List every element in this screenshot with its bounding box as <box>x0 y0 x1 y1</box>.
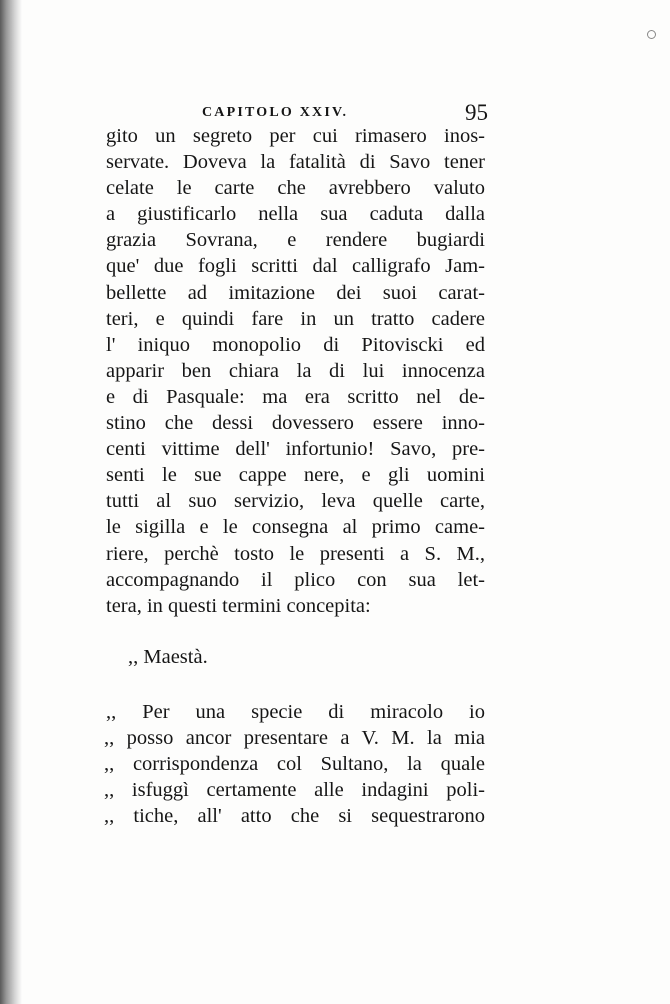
text-line: teri, e quindi fare in un tratto cadere <box>106 307 485 330</box>
text-line: bellette ad imitazione dei suoi carat- <box>106 281 485 304</box>
page-number: 95 <box>465 100 488 125</box>
text-line: accompagnando il plico con sua let- <box>106 568 485 591</box>
letter-line: ,, tiche, all' atto che si sequestrarono <box>104 805 485 828</box>
text-line: centi vittime dell' infortunio! Savo, pre- <box>106 438 485 461</box>
letter-salutation: ,, Maestà. <box>128 646 208 668</box>
text-line: stino che dessi dovessero essere inno- <box>106 412 485 435</box>
letter-line: ,, Per una specie di miracolo io <box>106 701 485 723</box>
text-line: a giustificarlo nella sua caduta dalla <box>106 203 485 226</box>
text-line: que' due fogli scritti dal calligrafo Jam- <box>106 255 485 278</box>
text-line: gito un segreto per cui rimasero inos- <box>106 125 485 147</box>
text-line: tera, in questi termini concepita: <box>106 594 371 617</box>
text-line: senti le sue cappe nere, e gli uomini <box>106 464 485 487</box>
text-line: apparir ben chiara la di lui innocenza <box>106 359 485 382</box>
text-line: servate. Doveva la fatalità di Savo tener <box>106 151 485 174</box>
binding-shadow <box>0 0 22 1004</box>
text-line: l' iniquo monopolio di Pitoviscki ed <box>106 333 485 356</box>
quoted-letter <box>104 644 485 829</box>
chapter-title: CAPITOLO XXIV. <box>202 105 349 120</box>
letter-line: ,, isfuggì certamente alle indagini poli- <box>104 779 485 802</box>
text-line: le sigilla e le consegna al primo came- <box>106 516 485 539</box>
text-line: tutti al suo servizio, leva quelle carte, <box>106 490 485 513</box>
text-line: grazia Sovrana, e rendere bugiardi <box>106 229 485 252</box>
page-corner-mark <box>647 30 656 39</box>
body-text <box>106 123 485 619</box>
text-line: celate le carte che avrebbero valuto <box>106 177 485 200</box>
letter-body <box>104 699 485 829</box>
text-line: riere, perchè tosto le presenti a S. M., <box>106 542 485 565</box>
letter-line: ,, corrispondenza col Sultano, la quale <box>104 753 485 776</box>
text-line: e di Pasquale: ma era scritto nel de- <box>106 385 485 408</box>
letter-line: ,, posso ancor presentare a V. M. la mia <box>104 727 485 750</box>
